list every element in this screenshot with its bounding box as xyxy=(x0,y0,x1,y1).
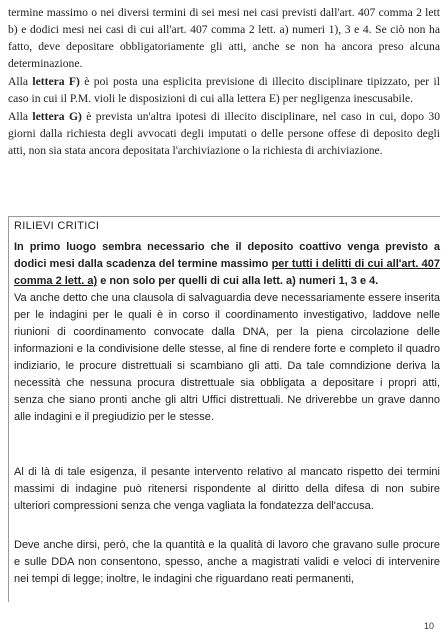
workload-paragraph: Deve anche dirsi, però, che la quantità e la qualità di lavoro che gravano sulle procure e sulle DDA non consentono, spesso, anche a magistrati validi e veloci di intervenire nei tempi di legge; inoltre, le indagini che riguardano reati permanenti, xyxy=(14,539,440,585)
paragraph-lettera-g xyxy=(8,108,440,159)
lead-text-underlined: per tutti i delitti di cui all'art. 407 comma 2 lett. a) xyxy=(14,258,440,287)
safeguard-paragraph: Va anche detto che una clausola di salvaguardia deve necessariamente essere inserita per le indagini per le quali è in corso il coordinamento investigativo, laddove nelle riunioni di coordinamento convocate dalla DNA, per la piena circolazione delle informazioni e la condivisione delle stesse, al fine di rendere forte e completo il quadro indiziario, le procure distrettuali si scambiano gli atti. Da tale comndizione deriva la necessità che nessuna procura distrettuale sia obbligata a depositare i propri atti, senza che siano pronti anche gli altri Uffici distrettuali. Ne driverebbe un grave danno alle indagini e il pregiudizio per le stesse. xyxy=(14,292,440,423)
critical-remarks-heading: RILIEVI CRITICI xyxy=(14,220,100,232)
lettera-f-text: è poi posta una esplicita previsione di illecito disciplinare tipizzato, per il caso in cui il P.M. violi le disposizioni di cui alla lettera E) per negligenza inescusabile. xyxy=(8,75,440,105)
critical-remarks-lead xyxy=(14,239,440,426)
lettera-f-label: lettera F) xyxy=(32,75,80,88)
defense-paragraph: Al di là di tale esigenza, il pesante intervento relativo al mancato rispetto dei termini massimi di indagine può ritenersi rispondente al diritto della difesa di non subire ulteriori compressioni senza che venga vagliata la fondatezza dell'accusa. xyxy=(14,466,440,512)
lead-text-pre: In primo luogo sembra necessario che il deposito coattivo venga previsto a dodici mesi dalla scadenza del termine massimo xyxy=(14,241,440,270)
lead-paragraph xyxy=(14,239,440,290)
lettera-g-pre: Alla xyxy=(8,110,33,123)
paragraph-lettera-f xyxy=(8,73,440,107)
lettera-g-text: è prevista un'altra ipotesi di illecito disciplinare, nel caso in cui, dopo 30 giorni dalla richiesta degli avvocati degli imputati o delle persone offese di deposito degli atti, non sia stata ancora depositata l'archiviazione o la richiesta di archiviazione. xyxy=(8,110,440,157)
paragraph-deposit-terms xyxy=(8,4,440,72)
lettera-f-pre: Alla xyxy=(8,75,33,88)
upper-text-block xyxy=(8,4,440,160)
paragraph-deposit-terms-text: termine massimo o nei diversi termini di sei mesi nei casi previsti dall'art. 407 comma 2 lett b) e dodici mesi nei casi di cui all'art. 407 comma 2 lett. a) numeri 1), 3 e 4. Se ciò non ha fatto, deve depositare obbligatoriamente gli atti, anche se non ha ancora preso alcuna determinazione. xyxy=(8,6,440,70)
page-number: 10 xyxy=(423,621,434,631)
lead-text-post: e non solo per quelli di cui alla lett. a) numeri 1, 3 e 4. xyxy=(97,275,379,287)
lettera-g-label: lettera G) xyxy=(32,110,82,123)
